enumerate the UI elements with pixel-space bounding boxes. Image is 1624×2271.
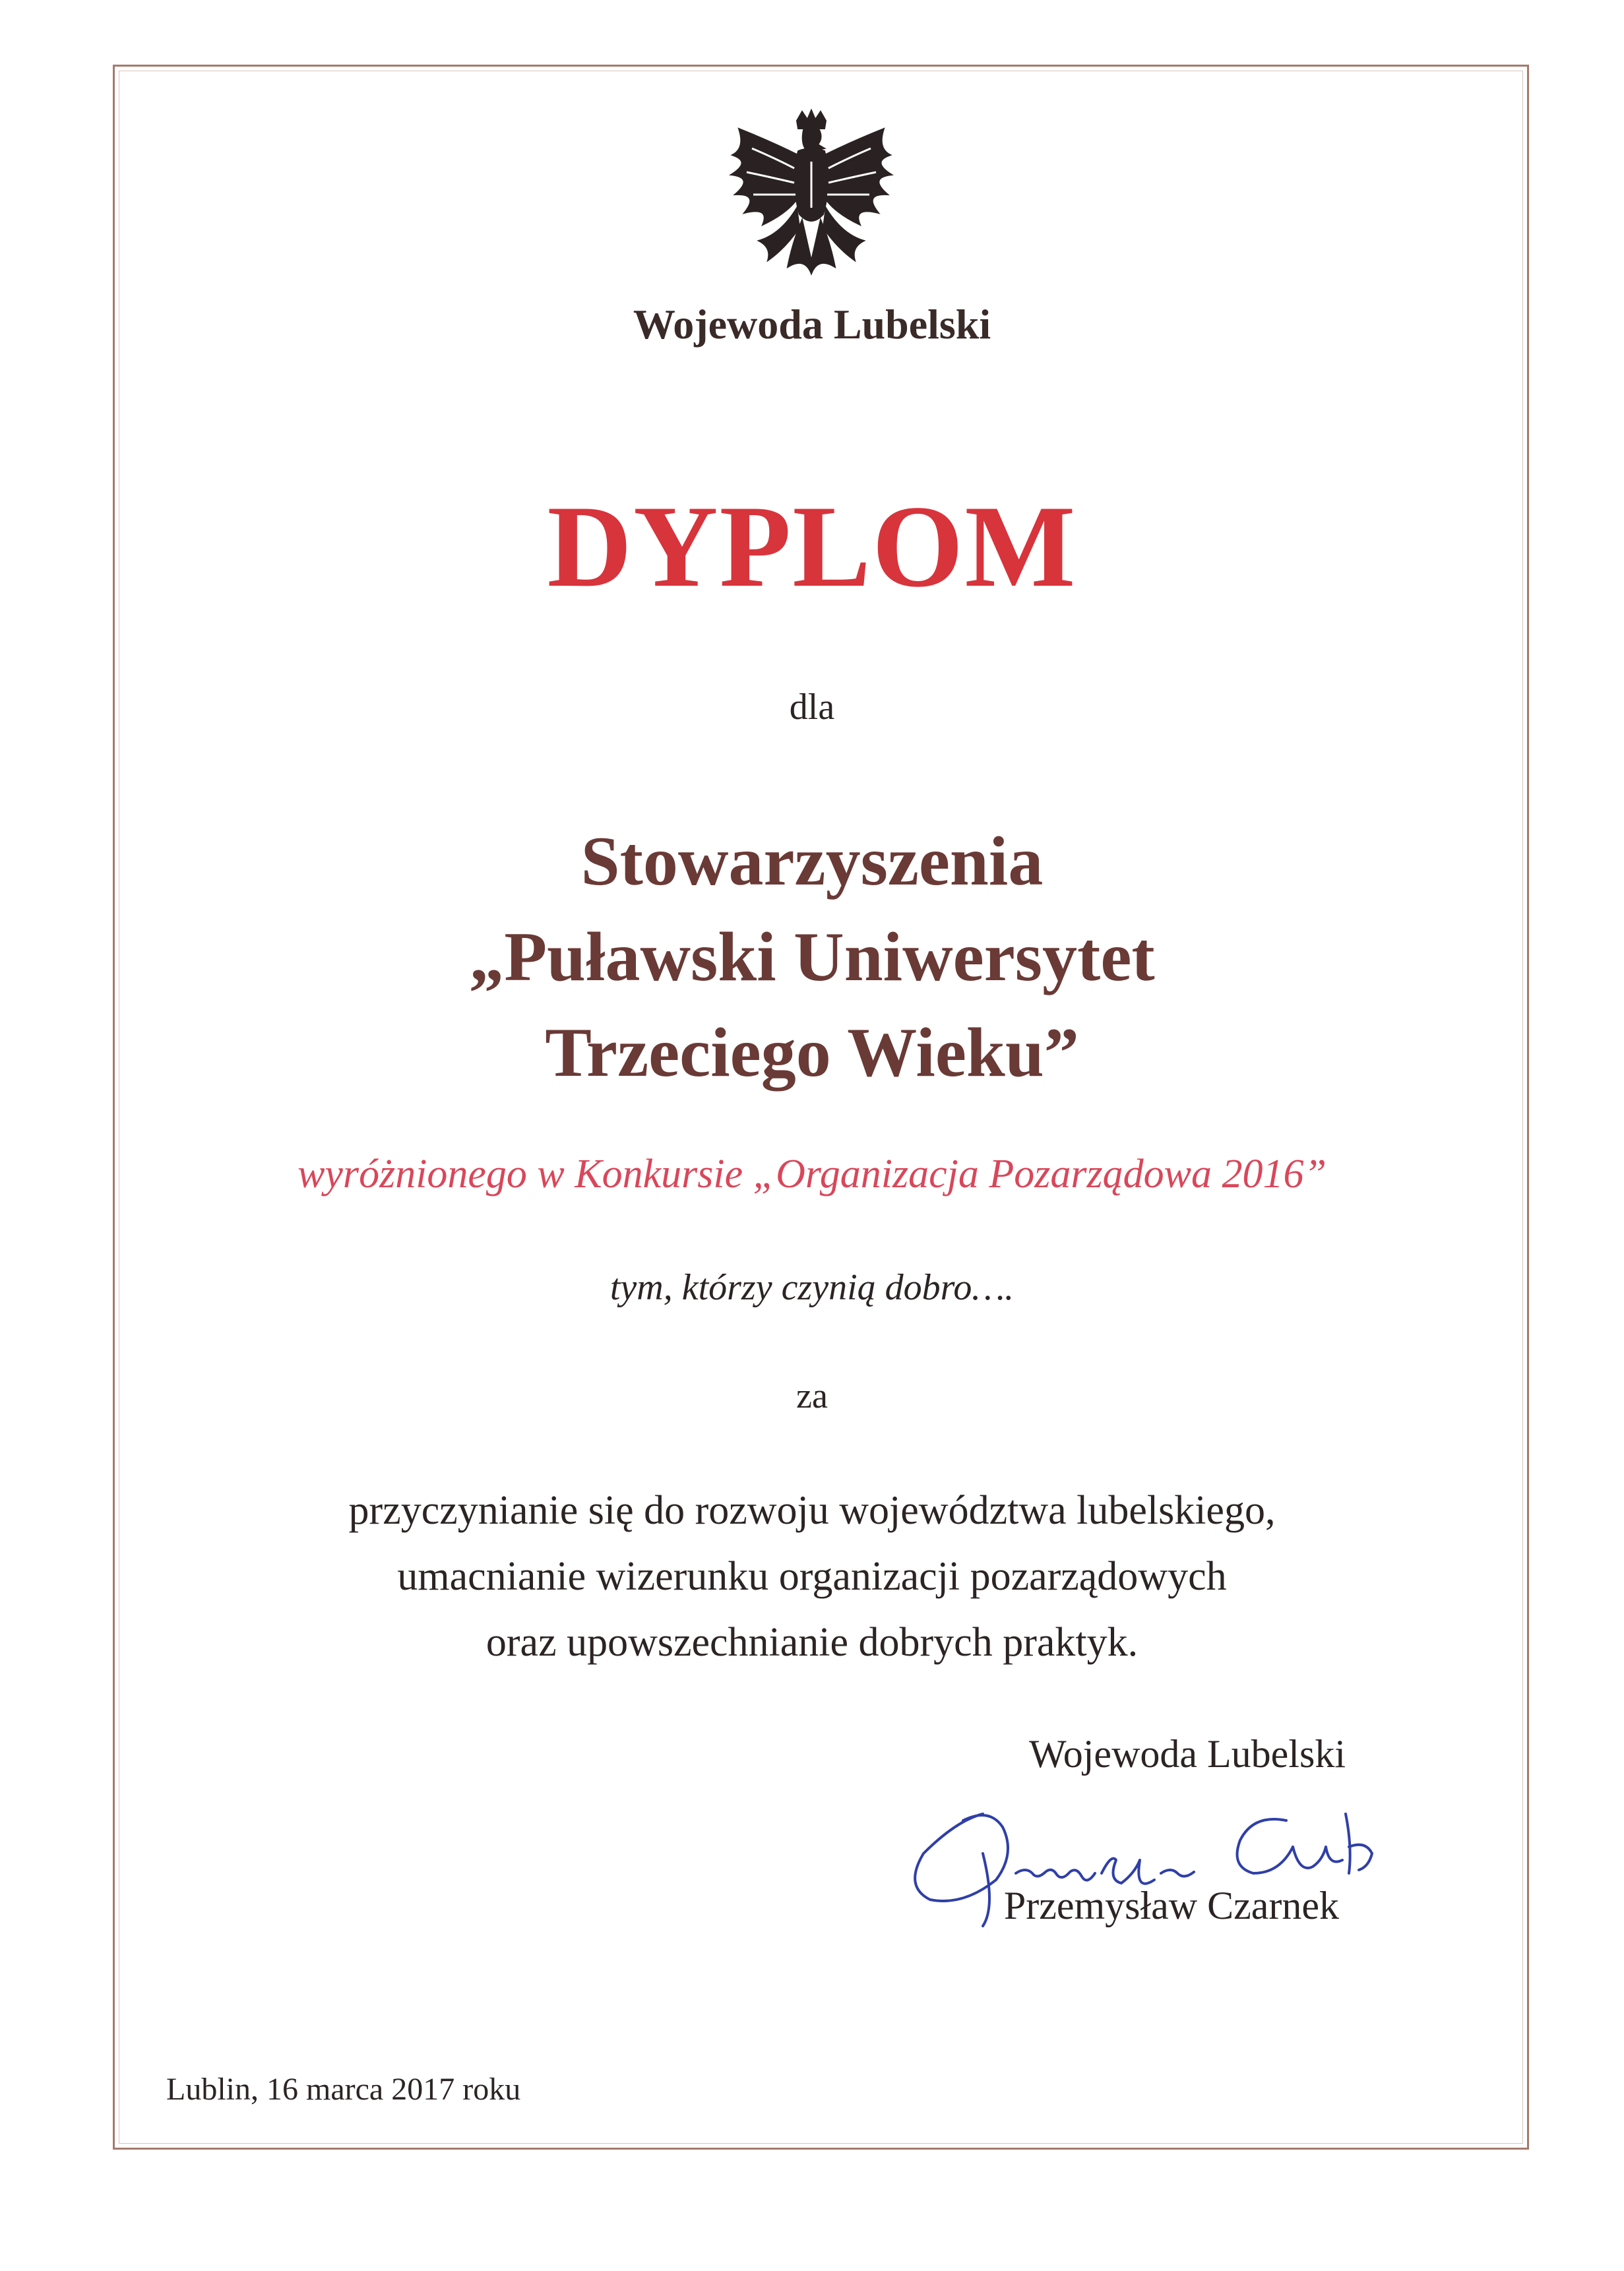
issuer-header: Wojewoda Lubelski xyxy=(633,301,991,348)
reason-line-1: przyczynianie się do rozwoju województwa lubelskiego, xyxy=(348,1488,1276,1533)
for-word: za xyxy=(796,1376,828,1415)
dedication-word: dla xyxy=(789,687,835,728)
motto-text: tym, którzy czynią dobro…. xyxy=(609,1267,1015,1308)
recipient-line-3: Trzeciego Wieku” xyxy=(545,1014,1079,1091)
signatory-title: Wojewoda Lubelski xyxy=(1028,1732,1346,1776)
white-eagle-emblem-icon xyxy=(712,109,910,307)
document-title: DYPLOM xyxy=(547,481,1077,611)
distinction-text: wyróżnionego w Konkursie „Organizacja Pozarządowa 2016” xyxy=(297,1152,1327,1197)
recipient-line-1: Stowarzyszenia xyxy=(580,823,1044,900)
recipient-line-2: „Puławski Uniwersytet xyxy=(469,918,1155,995)
signatory-name: Przemysław Czarnek xyxy=(1003,1884,1339,1927)
reason-line-2: umacnianie wizerunku organizacji pozarządowych xyxy=(397,1554,1227,1599)
reason-line-3: oraz upowszechnianie dobrych praktyk. xyxy=(485,1620,1139,1665)
place-and-date: Lublin, 16 marca 2017 roku xyxy=(166,2072,521,2107)
